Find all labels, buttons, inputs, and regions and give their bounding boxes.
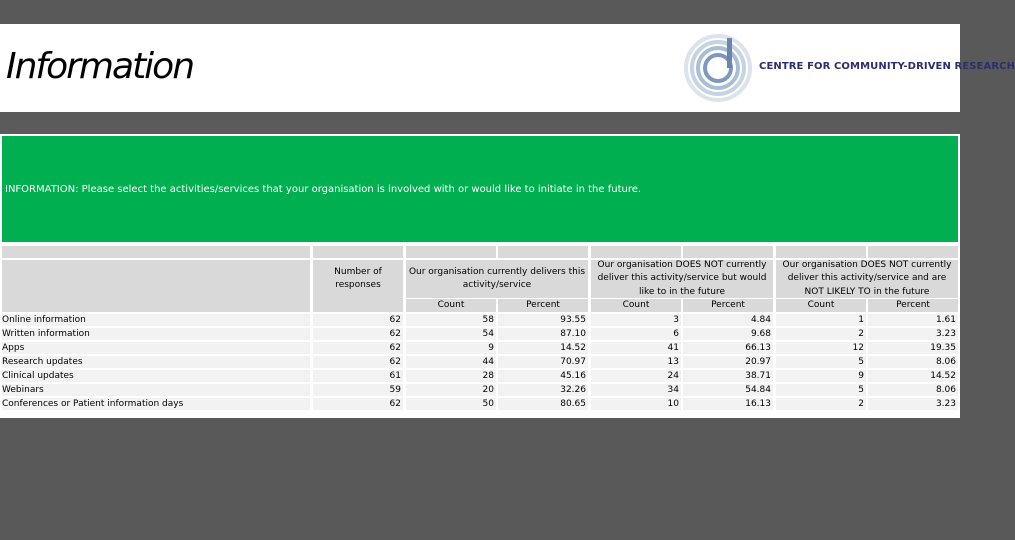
row-value: 3.23 xyxy=(935,329,956,339)
row-value: 62 xyxy=(389,315,401,325)
row-value: 9.68 xyxy=(750,329,771,339)
banner-text: INFORMATION: Please select the activities/services that your organisation is involved with or would like to initiate in the future. xyxy=(5,184,642,195)
header-would-like-text: like to in the future xyxy=(638,287,726,297)
row-value: 8.06 xyxy=(935,357,956,367)
header-strip-cell xyxy=(683,246,773,258)
row-label: Research updates xyxy=(2,357,83,367)
row-value: 58 xyxy=(482,315,494,325)
row-value: 70.97 xyxy=(560,357,586,367)
row-value: 8.06 xyxy=(935,385,956,395)
top-bar xyxy=(0,0,960,24)
row-label: Conferences or Patient information days xyxy=(2,399,184,409)
header-strip-cell xyxy=(313,246,403,258)
logo-icon xyxy=(682,32,754,104)
row-label: Webinars xyxy=(2,385,44,395)
row-value: 50 xyxy=(482,399,494,409)
header-strip-cell xyxy=(406,246,496,258)
row-label: Apps xyxy=(2,343,25,353)
row-label: Clinical updates xyxy=(2,371,74,381)
header-count-text: Count xyxy=(622,300,650,310)
row-value: 61 xyxy=(389,371,401,381)
row-value: 20 xyxy=(482,385,494,395)
row-value: 62 xyxy=(389,343,401,353)
divider-bar xyxy=(0,112,960,134)
header-count-text: Count xyxy=(437,300,465,310)
header-strip-cell xyxy=(498,246,588,258)
row-label: Online information xyxy=(2,315,86,325)
row-value: 54 xyxy=(482,329,494,339)
header-count-text: Count xyxy=(807,300,835,310)
row-value: 4.84 xyxy=(750,315,771,325)
header-strip-cell xyxy=(591,246,681,258)
row-value: 3.23 xyxy=(935,399,956,409)
row-value: 1 xyxy=(858,315,864,325)
row-label: Written information xyxy=(2,329,90,339)
row-value: 9 xyxy=(488,343,494,353)
row-value: 38.71 xyxy=(745,371,771,381)
row-value: 2 xyxy=(858,399,864,409)
header-delivers-text: activity/service xyxy=(462,280,532,290)
row-value: 80.65 xyxy=(560,399,586,409)
row-value: 62 xyxy=(389,357,401,367)
row-value: 41 xyxy=(667,343,679,353)
row-value: 1.61 xyxy=(935,315,956,325)
logo xyxy=(680,30,1015,105)
header-responses-text: Number of xyxy=(334,267,382,277)
header-would-like-text: deliver this activity/service but would xyxy=(597,273,767,283)
header-percent-text: Percent xyxy=(896,300,930,310)
row-value: 34 xyxy=(667,385,679,395)
row-value: 59 xyxy=(389,385,401,395)
row-value: 66.13 xyxy=(745,343,771,353)
row-value: 54.84 xyxy=(745,385,771,395)
row-value: 24 xyxy=(667,371,679,381)
row-value: 12 xyxy=(852,343,864,353)
row-value: 44 xyxy=(482,357,494,367)
header-not-likely-text: Our organisation DOES NOT currently xyxy=(782,260,952,270)
header-strip-cell xyxy=(868,246,958,258)
header-strip-cell xyxy=(776,246,866,258)
row-value: 20.97 xyxy=(745,357,771,367)
header-not-likely-text: deliver this activity/service and are xyxy=(787,273,947,283)
row-value: 16.13 xyxy=(745,399,771,409)
header-label-cell xyxy=(2,260,310,312)
header-delivers-text: Our organisation currently delivers this xyxy=(408,267,586,277)
row-value: 13 xyxy=(667,357,679,367)
header-responses-text: responses xyxy=(335,280,381,290)
row-value: 19.35 xyxy=(930,343,956,353)
row-value: 6 xyxy=(673,329,679,339)
header-percent-text: Percent xyxy=(711,300,745,310)
row-value: 2 xyxy=(858,329,864,339)
row-value: 87.10 xyxy=(560,329,586,339)
row-value: 14.52 xyxy=(930,371,956,381)
row-value: 62 xyxy=(389,399,401,409)
row-value: 14.52 xyxy=(560,343,586,353)
row-value: 5 xyxy=(858,385,864,395)
row-value: 9 xyxy=(858,371,864,381)
row-value: 5 xyxy=(858,357,864,367)
header-not-likely-text: NOT LIKELY TO in the future xyxy=(804,287,930,297)
row-value: 10 xyxy=(667,399,679,409)
row-value: 93.55 xyxy=(560,315,586,325)
header-strip-cell xyxy=(2,246,310,258)
row-value: 45.16 xyxy=(560,371,586,381)
header-percent-text: Percent xyxy=(526,300,560,310)
row-value: 28 xyxy=(482,371,494,381)
row-value: 32.26 xyxy=(560,385,586,395)
header-would-like-text: Our organisation DOES NOT currently xyxy=(597,260,767,270)
row-value: 3 xyxy=(673,315,679,325)
logo-text: CENTRE FOR COMMUNITY-DRIVEN RESEARCH xyxy=(759,61,1015,72)
row-value: 62 xyxy=(389,329,401,339)
page-title: Information xyxy=(6,46,194,87)
